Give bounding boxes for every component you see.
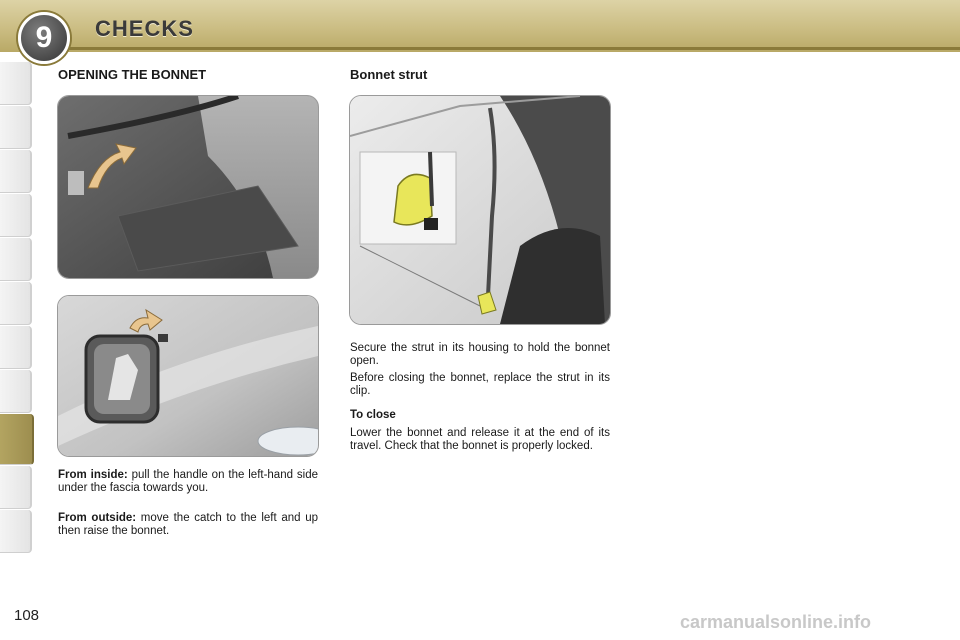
photo-exterior-bonnet-catch	[57, 295, 319, 457]
chapter-tab[interactable]	[0, 510, 32, 553]
chapter-tab[interactable]	[0, 150, 32, 193]
chapter-tab[interactable]	[0, 282, 32, 325]
to-close-text: Lower the bonnet and release it at the end of its travel. Check that the bonnet is properly locked.	[350, 427, 610, 452]
section-heading-bonnet-strut: Bonnet strut	[350, 67, 428, 82]
strut-replace-text: Before closing the bonnet, replace the strut in its clip.	[350, 372, 610, 397]
text-from-outside: move the catch to the left and up then raise the bonnet.	[58, 512, 318, 537]
chapter-number-badge: 9	[18, 12, 70, 64]
chapter-tab[interactable]	[0, 106, 32, 149]
chapter-tabs	[0, 62, 34, 574]
header-underline	[64, 47, 960, 50]
chapter-title: CHECKS	[95, 16, 194, 41]
instruction-from-inside	[58, 469, 318, 494]
watermark: carmanualsonline.info	[680, 612, 872, 632]
page-number: 108	[14, 607, 40, 624]
chapter-tab-active[interactable]	[0, 414, 34, 465]
photo-bonnet-strut	[349, 95, 611, 325]
chapter-tab[interactable]	[0, 62, 32, 105]
section-heading-opening-bonnet: OPENING THE BONNET	[58, 67, 207, 82]
chapter-tab[interactable]	[0, 466, 32, 509]
chapter-tab[interactable]	[0, 194, 32, 237]
photo-interior-bonnet-handle	[57, 95, 319, 279]
subheading-to-close: To close	[350, 409, 396, 421]
chapter-tab[interactable]	[0, 370, 32, 413]
label-from-outside: From outside:	[58, 512, 137, 524]
instruction-from-outside	[58, 512, 318, 537]
chapter-tab[interactable]	[0, 326, 32, 369]
label-from-inside: From inside:	[58, 469, 128, 481]
text-from-inside: pull the handle on the left-hand side under the fascia towards you.	[58, 469, 318, 494]
strut-secure-text: Secure the strut in its housing to hold the bonnet open.	[350, 342, 610, 367]
chapter-tab[interactable]	[0, 238, 32, 281]
